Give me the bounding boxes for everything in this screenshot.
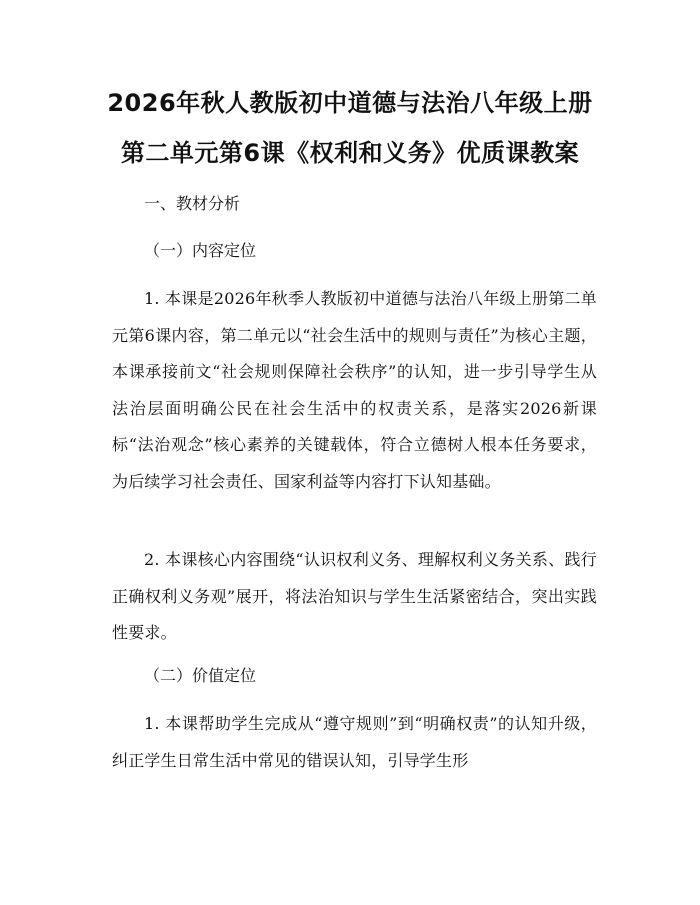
- document-title-line-1: 2026年秋人教版初中道德与法治八年级上册: [107, 89, 593, 117]
- subsection-heading-content-positioning: （一）内容定位: [144, 241, 257, 260]
- paragraph-value-1: 1. 本课帮助学生完成从“遵守规则”到“明确权责”的认知升级，纠正学生日常生活中常见的错误认知，引导学生形: [112, 714, 597, 770]
- subsection-heading-value-positioning: （二）价值定位: [144, 666, 257, 685]
- paragraph-content-2: 2. 本课核心内容围绕“认识权利义务、理解权利义务关系、践行正确权利义务观”展开，将法治知识与学生生活紧密结合，突出实践性要求。: [112, 550, 597, 643]
- section-heading-textbook-analysis: 一、教材分析: [144, 194, 241, 213]
- paragraph-content-1: 1. 本课是2026年秋季人教版初中道德与法治八年级上册第二单元第6课内容，第二单元以“社会生活中的规则与责任”为核心主题，本课承接前文“社会规则保障社会秩序”的认知，进一步引导学生从法治层面明确公民在社会生活中的权责关系，是落实2026新课标“法治观念”核心素养的关键载体，符合立德树人根本任务要求，为后续学习社会责任、国家利益等内容打下认知基础。: [112, 289, 597, 491]
- document-title-line-2: 第二单元第6课《权利和义务》优质课教案: [120, 139, 580, 167]
